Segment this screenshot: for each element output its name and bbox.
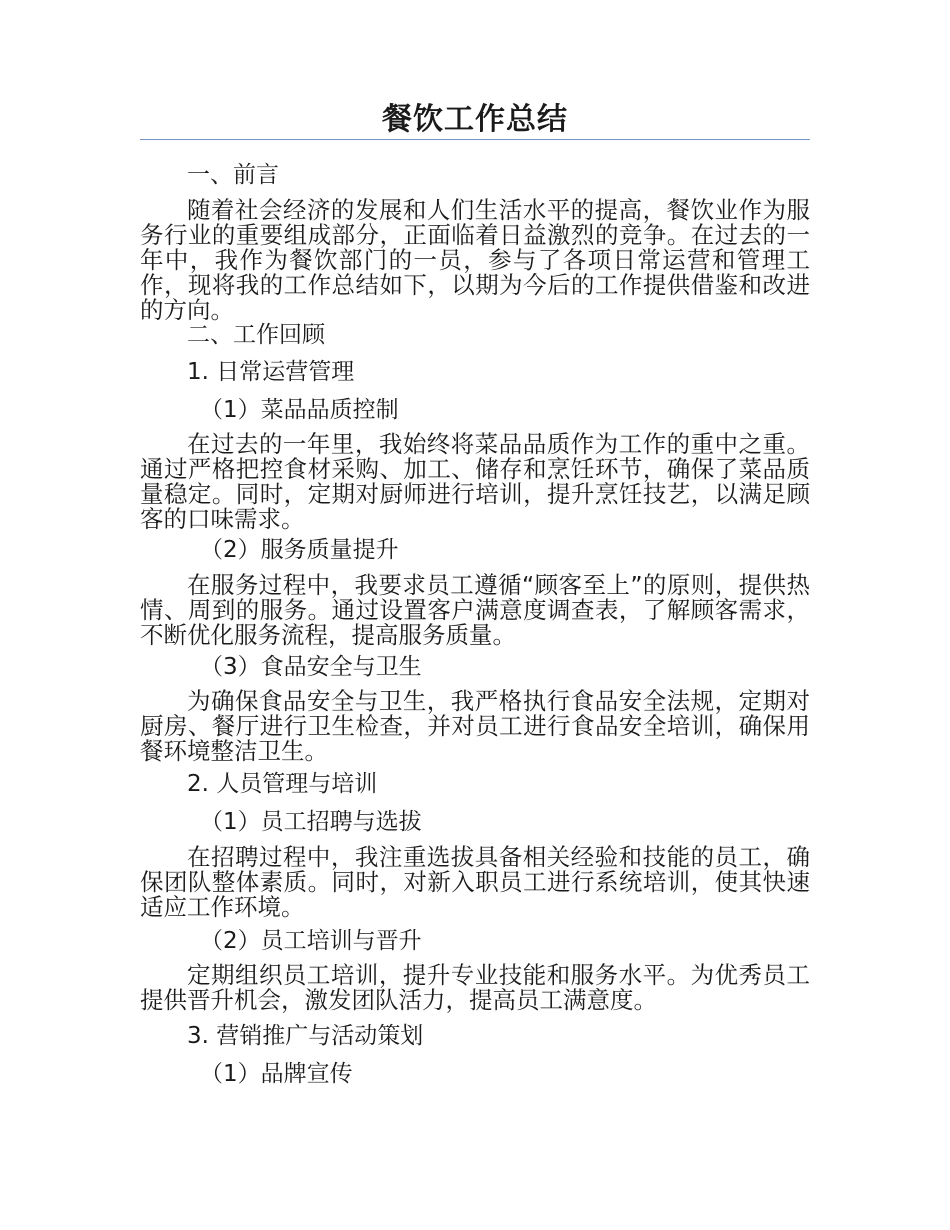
item-heading-recruitment: （1）员工招聘与选拔 xyxy=(200,809,422,835)
title-underline xyxy=(140,139,810,140)
item-heading-training: （2）员工培训与晋升 xyxy=(200,928,422,954)
paragraph-recruitment: 在招聘过程中，我注重选拔具备相关经验和技能的员工，确保团队整体素质。同时，对新入职员工进行系统培训，使其快速适应工作环境。 xyxy=(140,843,810,921)
paragraph-food-safety: 为确保食品安全与卫生，我严格执行食品安全法规，定期对厨房、餐厅进行卫生检查，并对员工进行食品安全培训，确保用餐环境整洁卫生。 xyxy=(140,687,810,765)
item-heading-dish-quality: （1）菜品品质控制 xyxy=(200,397,399,423)
paragraph-service-quality: 在服务过程中，我要求员工遵循“顾客至上”的原则，提供热情、周到的服务。通过设置客户满意度调查表，了解顾客需求，不断优化服务流程，提高服务质量。 xyxy=(140,571,810,649)
paragraph-preface: 随着社会经济的发展和人们生活水平的提高，餐饮业作为服务行业的重要组成部分，正面临着日益激烈的竞争。在过去的一年中，我作为餐饮部门的一员，参与了各项日常运营和管理工作，现将我的工作总结如下，以期为今后的工作提供借鉴和改进的方向。 xyxy=(140,196,810,324)
paragraph-dish-quality: 在过去的一年里，我始终将菜品品质作为工作的重中之重。通过严格把控食材采购、加工、储存和烹饪环节，确保了菜品质量稳定。同时，定期对厨师进行培训，提升烹饪技艺，以满足顾客的口味需求。 xyxy=(140,430,810,533)
section-heading-review: 二、工作回顾 xyxy=(187,322,325,348)
paragraph-training: 定期组织员工培训，提升专业技能和服务水平。为优秀员工提供晋升机会，激发团队活力，提高员工满意度。 xyxy=(140,961,810,1014)
subsection-heading-marketing: 3. 营销推广与活动策划 xyxy=(187,1023,424,1049)
subsection-heading-staff: 2. 人员管理与培训 xyxy=(187,771,378,797)
item-heading-food-safety: （3）食品安全与卫生 xyxy=(200,654,422,680)
item-heading-service-quality: （2）服务质量提升 xyxy=(200,537,399,563)
section-heading-preface: 一、前言 xyxy=(187,162,279,188)
document-title: 餐饮工作总结 xyxy=(382,102,568,137)
document-page xyxy=(140,0,810,1230)
item-heading-brand: （1）品牌宣传 xyxy=(200,1061,353,1087)
subsection-heading-operations: 1. 日常运营管理 xyxy=(187,359,355,385)
